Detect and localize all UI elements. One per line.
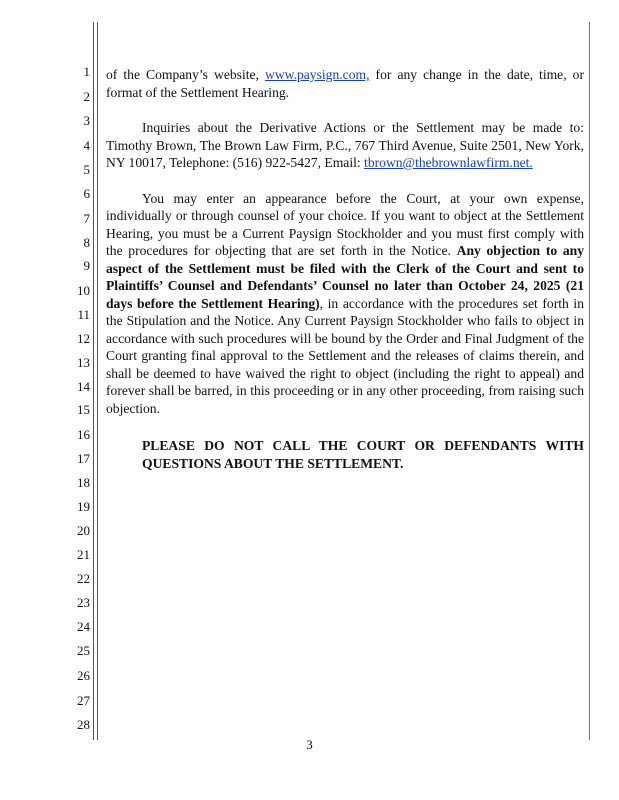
- line-number: 3: [83, 113, 90, 128]
- line-number: 16: [77, 427, 90, 442]
- page-number: 3: [306, 737, 313, 752]
- line-number: 21: [77, 547, 90, 562]
- paragraph-inquiries: Inquiries about the Derivative Actions or the Settlement may be made to: Timothy Brown, The Brown Law Firm, P.C., 767 Third Avenue, Suite 2501, New York, NY 10017, Telephone: (516) 922-5427, Email: tbrown@thebrownlawfirm.net.: [106, 120, 584, 170]
- line-number: 25: [77, 643, 90, 658]
- line-number: 19: [77, 499, 90, 514]
- line-number: 7: [83, 211, 90, 226]
- line-number: 28: [77, 717, 90, 732]
- line-number: 2: [83, 89, 90, 104]
- line-number: 13: [77, 355, 90, 370]
- website-link[interactable]: www.paysign.com,: [265, 67, 370, 82]
- line-number: 14: [77, 379, 90, 394]
- document-body: [106, 66, 584, 472]
- left-margin-rule-outer: [93, 22, 94, 740]
- line-number: 22: [77, 571, 90, 586]
- line-number: 20: [77, 523, 90, 538]
- line-number: 6: [83, 186, 90, 201]
- line-number: 23: [77, 595, 90, 610]
- line-number: 24: [77, 619, 90, 634]
- line-number: 5: [83, 162, 90, 177]
- objection-deadline-bold: Any objection to any aspect of the Settlement must be filed with the Clerk of the Court and sent to Plaintiffs’ Counsel and Defendants’ Counsel no later than October 24, 2025 (21 days before the Settlement Hearing): [106, 243, 584, 311]
- line-number: 9: [83, 258, 90, 273]
- line-number: 27: [77, 693, 90, 708]
- line-number: 17: [77, 451, 90, 466]
- line-number: 15: [77, 402, 90, 417]
- email-link[interactable]: tbrown@thebrownlawfirm.net.: [364, 155, 533, 170]
- left-margin-rule-inner: [97, 22, 98, 740]
- line-number: 11: [77, 307, 90, 322]
- line-number: 12: [77, 331, 90, 346]
- line-number: 18: [77, 475, 90, 490]
- line-number: 1: [83, 64, 90, 79]
- line-number: 8: [83, 235, 90, 250]
- paragraph-website: of the Company’s website, www.paysign.com, for any change in the date, time, or format of the Settlement Hearing.: [106, 67, 584, 100]
- line-number: 26: [77, 668, 90, 683]
- warning-notice: PLEASE DO NOT CALL THE COURT OR DEFENDANTS WITH QUESTIONS ABOUT THE SETTLEMENT.: [142, 438, 584, 471]
- right-margin-rule: [589, 22, 590, 740]
- line-number: 10: [77, 283, 90, 298]
- paragraph-objection: You may enter an appearance before the Court, at your own expense, individually or through counsel of your choice. If you want to object at the Settlement Hearing, you must be a Current Paysign Stockholder and you must first comply with the procedures for objecting that are set forth in the Notice. Any objection to any aspect of the Settlement must be filed with the Clerk of the Court and sent to Plaintiffs’ Counsel and Defendants’ Counsel no later than October 24, 2025 (21 days before the Settlement Hearing), in accordance with the procedures set forth in the Stipulation and the Notice. Any Current Paysign Stockholder who fails to object in accordance with such procedures will be bound by the Order and Final Judgment of the Court granting final approval to the Settlement and the releases of claims therein, and shall be deemed to have waived the right to object (including the right to appeal) and forever shall be barred, in this proceeding or in any other proceeding, from raising such objection.: [106, 190, 584, 416]
- line-number: 4: [83, 138, 90, 153]
